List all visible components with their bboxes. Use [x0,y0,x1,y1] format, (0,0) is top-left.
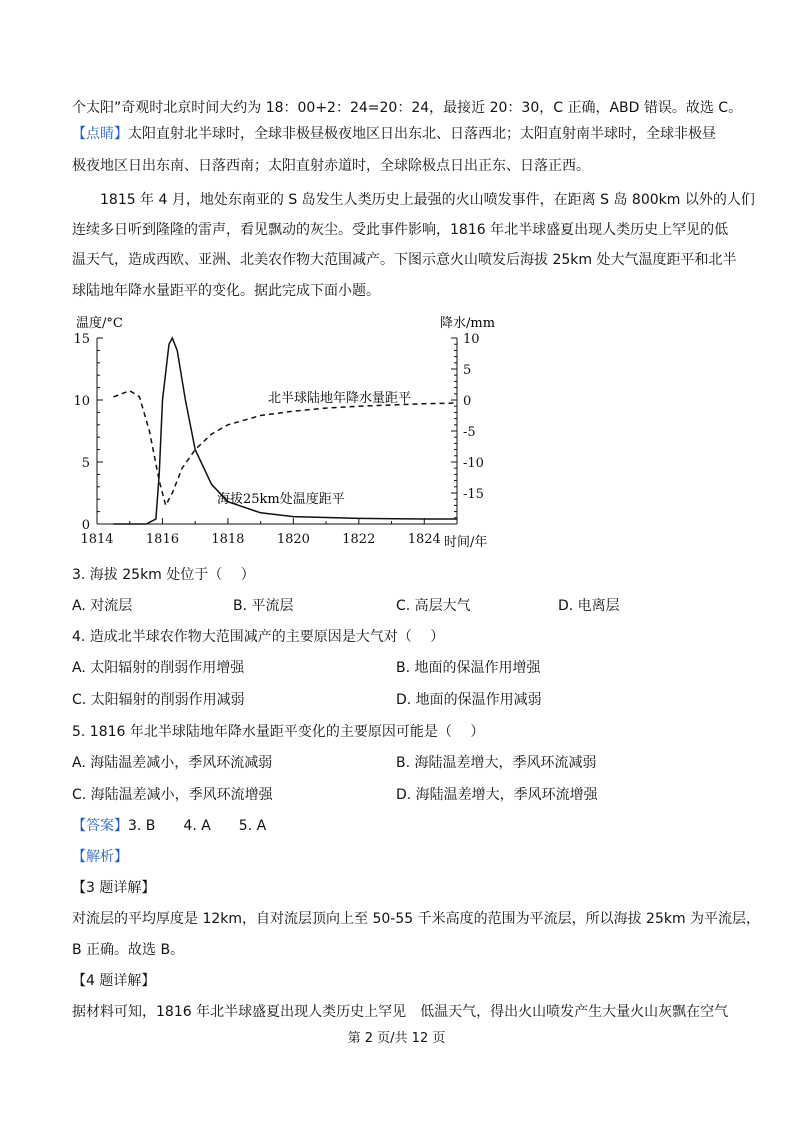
passage-line-3: 温天气，造成西欧、亚洲、北美农作物大范围减产。下图示意火山喷发后海拔 25km 处大气温度距平和北半 [72,252,737,268]
y-left-tick-label: 10 [73,394,90,409]
x-tick-label: 1818 [211,532,245,547]
q4-option-a[interactable]: A. 太阳辐射的削弱作用增强 [72,660,245,676]
q3-option-a[interactable]: A. 对流层 [72,598,133,614]
q3-option-c[interactable]: C. 高层大气 [396,598,471,614]
y-left-label: 温度/°C [76,316,123,331]
q5-option-d[interactable]: D. 海陆温差增大，季风环流增强 [396,787,598,803]
q4-option-d[interactable]: D. 地面的保温作用减弱 [396,692,542,708]
tip-line-1 [72,124,722,144]
q4-option-b[interactable]: B. 地面的保温作用增强 [396,660,541,676]
temp-series-label: 海拔25km处温度距平 [217,492,345,507]
precip-series-label: 北半球陆地年降水量距平 [268,391,412,406]
q4-stem: 4. 造成北半球农作物大范围减产的主要原因是大气对（ ） [72,629,445,645]
y-left-tick-label: 15 [73,332,90,347]
page-footer: 第 2 页/共 12 页 [347,1031,446,1046]
x-axis-label: 时间/年 [444,535,488,550]
q5-option-b[interactable]: B. 海陆温差增大，季风环流减弱 [396,755,597,771]
passage-line-2: 连续多日听到隆隆的雷声，看见飘动的灰尘。受此事件影响，1816 年北半球盛夏出现人类历史上罕见的低 [72,222,729,238]
tip-label: 【点睛】 [72,126,128,142]
x-tick-label: 1814 [80,532,114,547]
text-line-1: 个太阳”奇观时北京时间大约为 18：00+2：24=20：24，最接近 20：30，C 正确，ABD 错误。故选 C。 [72,100,743,116]
answer-line [72,816,722,836]
x-tick-label: 1824 [407,532,441,547]
q5-option-c[interactable]: C. 海陆温差减小，季风环流增强 [72,787,273,803]
tip-text-1: 太阳直射北半球时，全球非极昼极夜地区日出东北、日落西北；太阳直射南半球时，全球非极昼 [128,126,716,142]
y-right-label: 降水/mm [440,316,496,331]
q5-stem: 5. 1816 年北半球陆地年降水量距平变化的主要原因可能是（ ） [72,724,485,740]
x-tick-label: 1820 [276,532,310,547]
passage-line-4: 球陆地年降水量距平的变化。据此完成下面小题。 [72,283,380,299]
answer-label: 【答案】 [72,818,128,834]
precipitation-anomaly-line [113,391,457,506]
q5-option-a[interactable]: A. 海陆温差减小，季风环流减弱 [72,755,273,771]
passage-line-1: 1815 年 4 月，地处东南亚的 S 岛发生人类历史上最强的火山喷发事件，在距离 S 岛 800km 以外的人们 [100,192,755,208]
x-tick-label: 1822 [342,532,376,547]
q4-detail-label: 【4 题详解】 [72,973,156,989]
q3-detail-label: 【3 题详解】 [72,880,156,896]
y-right-tick-label: -10 [463,456,484,471]
y-left-tick-label: 5 [81,456,90,471]
analysis-line [72,847,722,867]
q3-detail-text-2: B 正确。故选 B。 [72,942,185,958]
q3-detail-text-1: 对流层的平均厚度是 12km，自对流层顶向上至 50-55 千米高度的范围为平流层，所以海拔 25km 为平流层， [72,911,761,927]
analysis-label: 【解析】 [72,849,128,865]
temperature-precipitation-chart [60,310,520,560]
y-right-tick-label: -5 [463,425,476,440]
q4-option-c[interactable]: C. 太阳辐射的削弱作用减弱 [72,692,245,708]
answer-text: 3. B 4. A 5. A [128,818,267,834]
y-right-tick-label: 10 [463,332,480,347]
q4-detail-text-1: 据材料可知，1816 年北半球盛夏出现人类历史上罕见 低温天气，得出火山喷发产生大量火山灰飘在空气 [72,1004,729,1020]
x-tick-label: 1816 [145,532,180,547]
y-right-tick-label: -15 [463,487,484,502]
q3-stem: 3. 海拔 25km 处位于（ ） [72,567,255,583]
y-right-tick-label: 5 [463,363,472,378]
q3-option-d[interactable]: D. 电离层 [558,598,620,614]
q3-option-b[interactable]: B. 平流层 [233,598,294,614]
y-left-tick-label: 0 [81,518,90,533]
tip-line-2: 极夜地区日出东南、日落西南；太阳直射赤道时，全球除极点日出正东、日落正西。 [72,158,590,174]
y-right-tick-label: 0 [463,394,472,409]
